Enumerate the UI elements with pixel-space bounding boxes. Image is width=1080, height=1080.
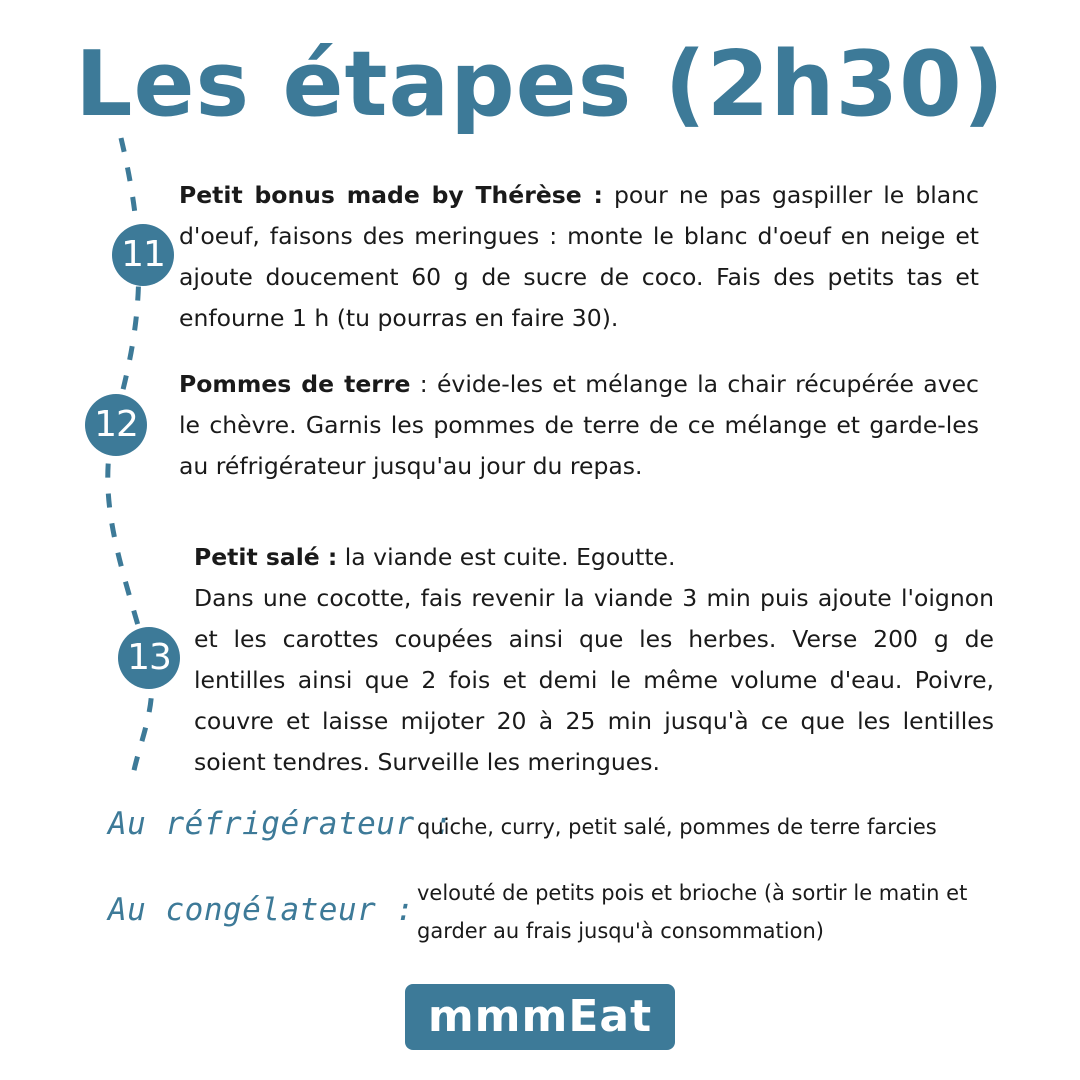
freezer-label: Au congélateur : — [108, 892, 415, 928]
step-12-body: : évide-les et mélange la chair récupérée avec le chèvre. Garnis les pommes de terre de ce mélange et garde-les au réfrigérateur jusqu'au jour du repas. — [179, 370, 979, 480]
fridge-label: Au réfrigérateur : — [108, 806, 453, 842]
page-title: Les étapes (2h30) — [75, 32, 1005, 137]
step-11-body: pour ne pas gaspiller le blanc d'oeuf, faisons des meringues : monte le blanc d'oeuf en neige et ajoute doucement 60 g de sucre de coco. Fais des petits tas et enfourne 1 h (tu pourras en faire 30). — [179, 181, 979, 332]
step-13-body: la viande est cuite. Egoutte. — [337, 543, 676, 571]
freezer-text: velouté de petits pois et brioche (à sortir le matin et garder au frais jusqu'à consommation) — [417, 881, 968, 943]
step-11-heading: Petit bonus made by Thérèse : — [179, 181, 603, 209]
step-11-text — [179, 175, 979, 339]
step-13-badge: 13 — [118, 627, 180, 689]
step-13-text — [194, 537, 994, 783]
step-12-text — [179, 364, 979, 487]
step-13-heading: Petit salé : — [194, 543, 338, 571]
step-11-badge: 11 — [112, 224, 174, 286]
mmmeat-logo: mmmEat — [405, 984, 675, 1050]
step-12-badge: 12 — [85, 394, 147, 456]
fridge-text: quiche, curry, petit salé, pommes de terre farcies — [417, 815, 937, 839]
step-12-heading: Pommes de terre — [179, 370, 411, 398]
step-13-body-2: Dans une cocotte, fais revenir la viande 3 min puis ajoute l'oignon et les carottes coupées ainsi que les herbes. Verse 200 g de lentilles ainsi que 2 fois et demi le même volume d'eau. Poivre, couvre et laisse mijoter 20 à 25 min jusqu'à ce que les lentilles soient tendres. Surveille les meringues. — [194, 584, 994, 776]
